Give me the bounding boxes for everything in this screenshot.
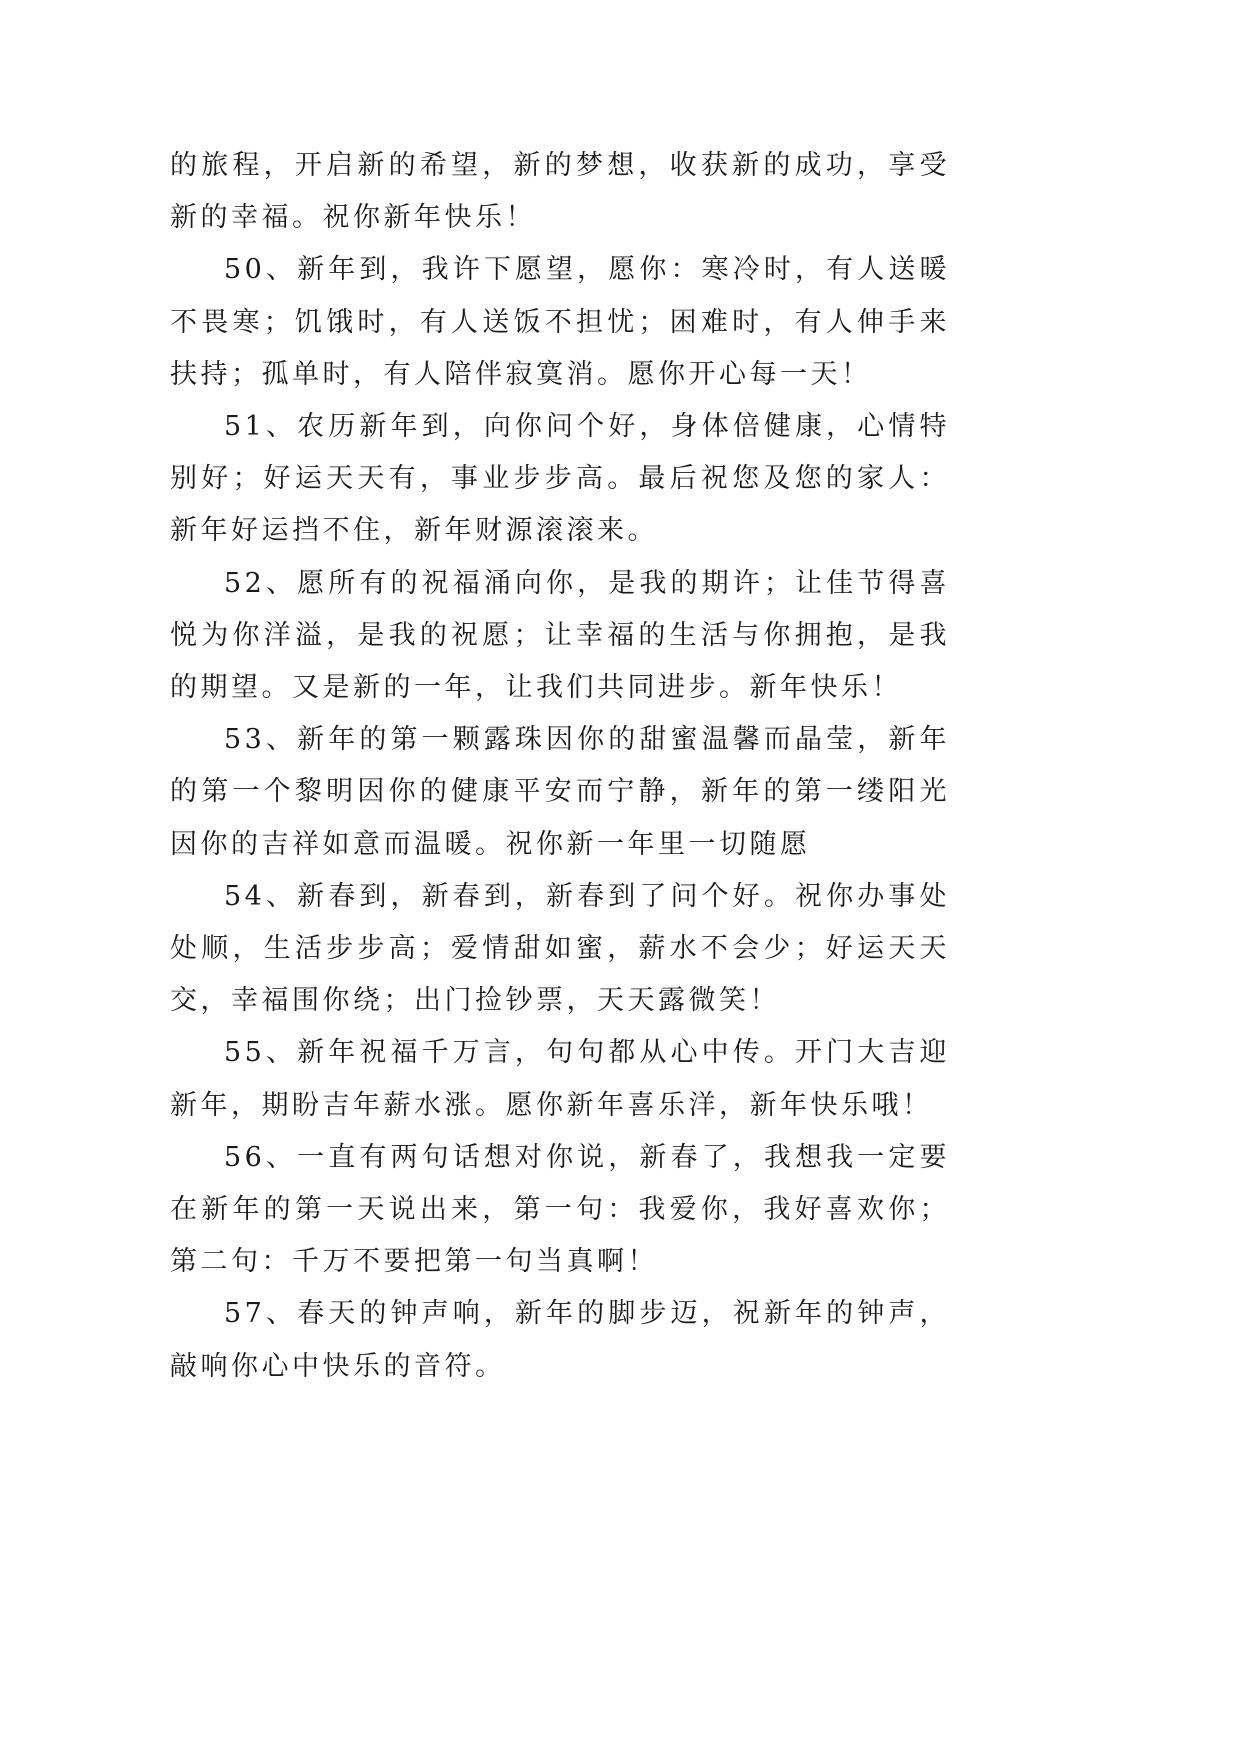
paragraph-wish-55: 55、新年祝福千万言，句句都从心中传。开门大吉迎新年，期盼吉年薪水涨。愿你新年喜乐洋，新年快乐哦！ — [170, 1037, 950, 1121]
paragraph-wish-56: 56、一直有两句话想对你说，新春了，我想我一定要在新年的第一天说出来，第一句：我爱你，我好喜欢你；第二句：千万不要把第一句当真啊！ — [170, 1141, 950, 1278]
paragraph-continuation: 的旅程，开启新的希望，新的梦想，收获新的成功，享受新的幸福。祝你新年快乐！ — [170, 150, 950, 234]
paragraph-wish-53: 53、新年的第一颗露珠因你的甜蜜温馨而晶莹，新年的第一个黎明因你的健康平安而宁静，新年的第一缕阳光因你的吉祥如意而温暖。祝你新一年里一切随愿 — [170, 724, 950, 860]
document-body — [170, 140, 950, 1393]
paragraph-wish-52: 52、愿所有的祝福涌向你，是我的期许；让佳节得喜悦为你洋溢，是我的祝愿；让幸福的生活与你拥抱，是我的期望。又是新的一年，让我们共同进步。新年快乐！ — [170, 567, 950, 704]
paragraph-wish-57: 57、春天的钟声响，新年的脚步迈，祝新年的钟声，敲响你心中快乐的音符。 — [170, 1298, 950, 1382]
paragraph-wish-54: 54、新春到，新春到，新春到了问个好。祝你办事处处顺，生活步步高；爱情甜如蜜，薪水不会少；好运天天交，幸福围你绕；出门捡钞票，天天露微笑！ — [170, 880, 950, 1017]
paragraph-wish-51: 51、农历新年到，向你问个好，身体倍健康，心情特别好；好运天天有，事业步步高。最后祝您及您的家人：新年好运挡不住，新年财源滚滚来。 — [170, 411, 950, 547]
paragraph-wish-50: 50、新年到，我许下愿望，愿你：寒冷时，有人送暖不畏寒；饥饿时，有人送饭不担忧；困难时，有人伸手来扶持；孤单时，有人陪伴寂寞消。愿你开心每一天！ — [170, 254, 950, 390]
